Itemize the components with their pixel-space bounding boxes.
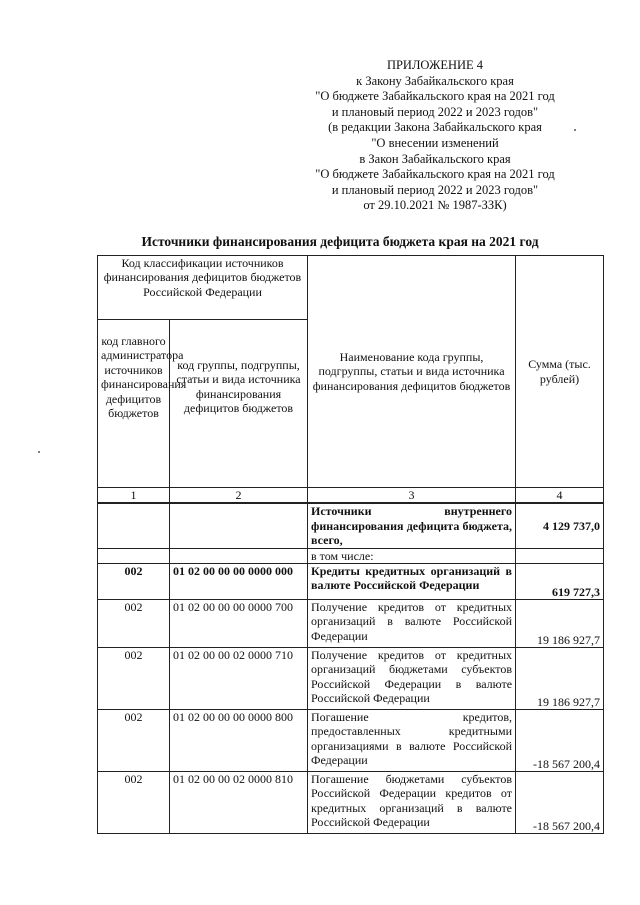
header-name: Наименование кода группы, подгруппы, статьи и вида источника финансирования дефицитов бюджетов [308, 256, 516, 488]
sum-cell: 619 727,3 [516, 564, 604, 600]
column-number: 4 [516, 488, 604, 504]
empty-cell [516, 548, 604, 563]
group-code-cell [170, 503, 308, 548]
admin-code-cell: 002 [98, 648, 170, 710]
sum-cell: 19 186 927,7 [516, 600, 604, 648]
name-cell: Получение кредитов от кредитных организаций в валюте Российской Федерации [308, 600, 516, 648]
name-cell: Кредиты кредитных организаций в валюте Российской Федерации [308, 564, 516, 600]
scan-speck [574, 129, 576, 131]
column-number: 1 [98, 488, 170, 504]
appendix-line: "О бюджете Забайкальского края на 2021 год [315, 89, 555, 104]
group-code-cell: 01 02 00 00 02 0000 710 [170, 648, 308, 710]
appendix-line: (в редакции Закона Забайкальского края [328, 120, 542, 135]
appendix-line: "О бюджете Забайкальского края на 2021 год [315, 167, 555, 182]
appendix-line: ПРИЛОЖЕНИЕ 4 [386, 58, 484, 72]
appendix-line: от 29.10.2021 № 1987-ЗЗК) [363, 198, 507, 213]
table-row [98, 648, 604, 710]
appendix-line: к Закону Забайкальского края [356, 73, 514, 88]
name-cell: Погашение бюджетами субъектов Российской Федерации кредитов от кредитных организаций в валюте Российской Федерации [308, 772, 516, 834]
appendix-line: и плановый период 2022 и 2023 годов" [331, 104, 539, 119]
admin-code-cell [98, 503, 170, 548]
table-row [98, 710, 604, 772]
note-cell: в том числе: [308, 548, 516, 563]
admin-code-cell: 002 [98, 772, 170, 834]
column-number: 2 [170, 488, 308, 504]
appendix-line: в Закон Забайкальского края [359, 151, 511, 166]
appendix-line: и плановый период 2022 и 2023 годов" [331, 182, 539, 197]
sources-table [97, 255, 604, 834]
empty-cell [170, 548, 308, 563]
header-sum: Сумма (тыс. рублей) [516, 256, 604, 488]
admin-code-cell: 002 [98, 600, 170, 648]
table-row [98, 564, 604, 600]
appendix-header [290, 58, 580, 214]
admin-code-cell: 002 [98, 710, 170, 772]
name-cell: Источники внутреннего финансирования дефицита бюджета, всего, [308, 503, 516, 548]
admin-code-cell: 002 [98, 564, 170, 600]
name-cell: Погашение кредитов, предоставленных кредитными организациями в валюте Российской Федерации [308, 710, 516, 772]
table-row [98, 600, 604, 648]
table-row [98, 772, 604, 834]
total-row [98, 503, 604, 548]
sum-cell: 19 186 927,7 [516, 648, 604, 710]
sum-cell: -18 567 200,4 [516, 772, 604, 834]
header-admin-code: код главного администратора источников финансирования дефицитов бюджетов [98, 320, 170, 488]
sum-cell: 4 129 737,0 [516, 503, 604, 548]
group-code-cell: 01 02 00 00 00 0000 700 [170, 600, 308, 648]
column-number: 3 [308, 488, 516, 504]
header-group-code: код группы, подгруппы, статьи и вида источника финансирования дефицитов бюджетов [170, 320, 308, 488]
group-code-cell: 01 02 00 00 00 0000 000 [170, 564, 308, 600]
header-classification: Код классификации источников финансирования дефицитов бюджетов Российской Федерации [98, 256, 308, 320]
group-code-cell: 01 02 00 00 02 0000 810 [170, 772, 308, 834]
sum-cell: -18 567 200,4 [516, 710, 604, 772]
group-code-cell: 01 02 00 00 00 0000 800 [170, 710, 308, 772]
empty-cell [98, 548, 170, 563]
scan-speck [38, 451, 40, 453]
document-title: Источники финансирования дефицита бюджета края на 2021 год [141, 234, 539, 249]
appendix-line: "О внесении изменений [371, 135, 499, 150]
name-cell: Получение кредитов от кредитных организаций бюджетами субъектов Российской Федерации в валюте Российской Федерации [308, 648, 516, 710]
